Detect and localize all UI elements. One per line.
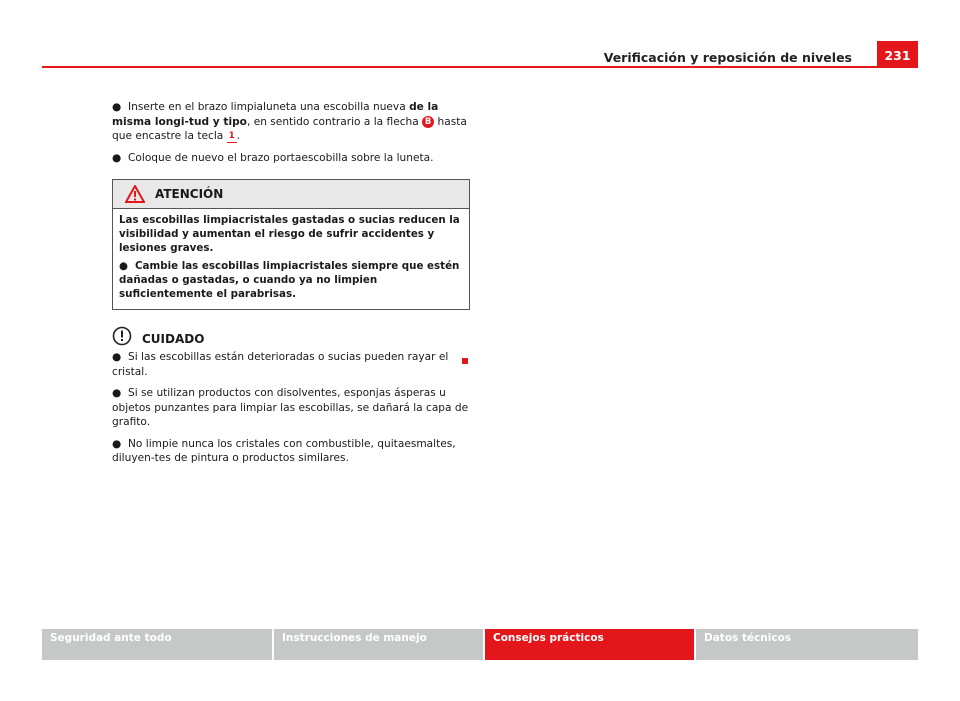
header-divider [42,66,918,68]
para1-text-d: . [236,130,241,142]
footer-tab-datos[interactable]: Datos técnicos [696,629,918,660]
warning-item [119,259,463,301]
caution-item [112,350,470,379]
caution-item [112,386,470,430]
bullet: ● [112,437,122,450]
caution-title: CUIDADO [142,331,205,346]
warning-body [113,209,469,309]
footer-tab-consejos[interactable]: Consejos prácticos [485,629,694,660]
caution-item-text: Si las escobillas están deterioradas o sucias pueden rayar el cristal. [112,351,449,378]
caution-item-text: No limpie nunca los cristales con combustible, quitaesmaltes, diluyen-tes de pintura o productos similares. [112,437,456,464]
bullet: ● [119,260,128,272]
para1-text-b: , en sentido contrario a la flecha [246,115,423,128]
para1-text-a: Inserte en el brazo limpialuneta una escobilla nueva [128,101,410,113]
caution-circle-icon [112,326,132,346]
footer-navigation [42,629,918,660]
page-header-title: Verificación y reposición de niveles [603,50,852,65]
instruction-paragraph-2 [112,151,470,166]
warning-triangle-icon [125,185,145,203]
warning-box [112,179,470,310]
section-end-marker [462,358,468,364]
caution-header [112,324,470,346]
footer-tab-seguridad[interactable]: Seguridad ante todo [42,629,272,660]
para1-text-c: hasta que encastre la tecla [112,115,467,142]
reference-marker-1: 1 [227,130,237,143]
footer-tab-instrucciones[interactable]: Instrucciones de manejo [274,629,483,660]
caution-item-text: Si se utilizan productos con disolventes, esponjas ásperas u objetos punzantes para limpiar las escobillas, se dañará la capa de grafito. [112,387,469,428]
warning-title: ATENCIÓN [155,186,224,201]
para2-text: Coloque de nuevo el brazo portaescobilla sobre la luneta. [128,151,434,164]
main-column [112,100,470,473]
warning-item-text: Cambie las escobillas limpiacristales siempre que estén dañadas o gastadas, o cuando ya no limpien suficientemente el parabrisas. [119,260,460,300]
para1-bold: de la misma longi-tud y tipo [112,101,439,128]
bullet: ● [112,351,122,363]
reference-marker-b: B [422,116,434,128]
bullet: ● [112,101,122,113]
bullet: ● [112,151,122,164]
warning-intro: Las escobillas limpiacristales gastadas o sucias reducen la visibilidad y aumentan el riesgo de sufrir accidentes y lesiones graves. [119,214,460,254]
caution-item [112,437,470,466]
bullet: ● [112,387,122,399]
caution-list [112,350,470,466]
warning-header [113,180,469,209]
instruction-paragraph-1 [112,100,470,144]
page-number: 231 [877,41,918,67]
